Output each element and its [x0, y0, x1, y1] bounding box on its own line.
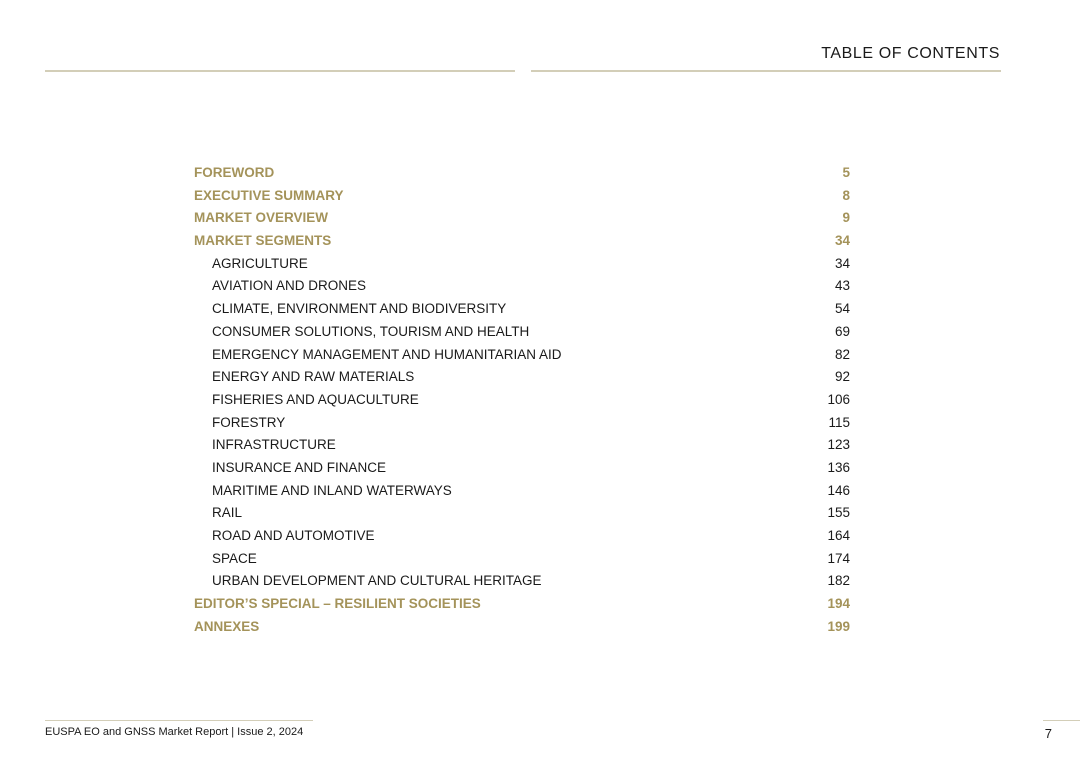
toc-entry-page: 182 [827, 573, 850, 589]
toc-entry-label: MARKET OVERVIEW [194, 210, 329, 226]
toc-entry[interactable] [194, 230, 850, 253]
toc-entry-label: ANNEXES [194, 618, 260, 634]
toc-entry[interactable] [194, 434, 850, 457]
toc-entry-page: 5 [842, 165, 850, 180]
toc-entry[interactable] [194, 389, 850, 412]
toc-entry-label: MARKET SEGMENTS [194, 233, 332, 249]
footer-rule-left [45, 720, 313, 721]
toc-entry[interactable] [194, 480, 850, 503]
toc-entry-page: 194 [827, 596, 850, 612]
toc-entry-page: 136 [827, 459, 850, 475]
toc-entry-page: 43 [834, 278, 850, 294]
toc-entry-label: INFRASTRUCTURE [212, 437, 336, 453]
toc-entry-page: 34 [834, 233, 850, 249]
table-of-contents [194, 162, 850, 638]
toc-entry-label: AVIATION AND DRONES [212, 278, 367, 294]
toc-entry-page: 9 [842, 210, 850, 226]
toc-entry[interactable] [194, 548, 850, 571]
toc-entry[interactable] [194, 593, 850, 616]
toc-entry-page: 146 [827, 482, 850, 498]
footer-text: EUSPA EO and GNSS Market Report | Issue 2, 2024 [45, 726, 304, 738]
toc-entry[interactable] [194, 162, 850, 185]
toc-entry-page: 34 [834, 255, 850, 271]
toc-entry-label: CLIMATE, ENVIRONMENT AND BIODIVERSITY [212, 301, 507, 317]
toc-entry-page: 155 [827, 505, 850, 521]
toc-entry[interactable] [194, 344, 850, 367]
toc-entry-label: RAIL [212, 505, 243, 521]
toc-entry-label: MARITIME AND INLAND WATERWAYS [212, 482, 452, 498]
toc-entry[interactable] [194, 457, 850, 480]
page-number: 7 [1044, 726, 1052, 741]
toc-entry[interactable] [194, 275, 850, 298]
toc-entry-page: 54 [834, 301, 850, 317]
toc-entry-label: CONSUMER SOLUTIONS, TOURISM AND HEALTH [212, 323, 530, 339]
toc-entry-page: 8 [842, 187, 850, 203]
toc-entry-label: AGRICULTURE [212, 255, 308, 271]
toc-entry-page: 106 [827, 391, 850, 407]
toc-entry-label: ROAD AND AUTOMOTIVE [212, 528, 375, 543]
header-rule-left [45, 70, 515, 72]
toc-entry-label: ENERGY AND RAW MATERIALS [212, 369, 415, 385]
toc-entry-page: 174 [827, 550, 850, 566]
toc-entry-page: 82 [834, 346, 850, 362]
toc-entry[interactable] [194, 570, 850, 593]
toc-entry[interactable] [194, 525, 850, 548]
toc-entry[interactable] [194, 502, 850, 525]
toc-entry-label: FOREWORD [194, 165, 275, 180]
toc-entry-label: EMERGENCY MANAGEMENT AND HUMANITARIAN AID [212, 346, 562, 362]
toc-entry[interactable] [194, 207, 850, 230]
toc-entry[interactable] [194, 298, 850, 321]
toc-entry-label: FORESTRY [212, 414, 286, 430]
toc-entry-page: 164 [827, 528, 850, 543]
toc-entry-label: URBAN DEVELOPMENT AND CULTURAL HERITAGE [212, 573, 542, 589]
header-rule-right [531, 70, 1001, 72]
toc-entry[interactable] [194, 253, 850, 276]
toc-entry[interactable] [194, 366, 850, 389]
toc-entry[interactable] [194, 185, 850, 208]
toc-entry-label: INSURANCE AND FINANCE [212, 459, 387, 475]
footer-rule-right [1043, 720, 1080, 721]
toc-entry-page: 123 [827, 437, 850, 453]
toc-entry[interactable] [194, 412, 850, 435]
toc-entry-label: EDITOR’S SPECIAL – RESILIENT SOCIETIES [194, 596, 481, 612]
toc-entry-label: SPACE [212, 550, 257, 566]
toc-entry[interactable] [194, 616, 850, 639]
toc-entry-page: 199 [827, 618, 850, 634]
toc-entry-page: 92 [834, 369, 850, 385]
toc-entry-label: FISHERIES AND AQUACULTURE [212, 391, 419, 407]
toc-entry-label: EXECUTIVE SUMMARY [194, 187, 344, 203]
toc-entry-page: 115 [828, 414, 850, 430]
toc-entry[interactable] [194, 321, 850, 344]
toc-entry-page: 69 [834, 323, 850, 339]
page-title: TABLE OF CONTENTS [821, 45, 1000, 62]
